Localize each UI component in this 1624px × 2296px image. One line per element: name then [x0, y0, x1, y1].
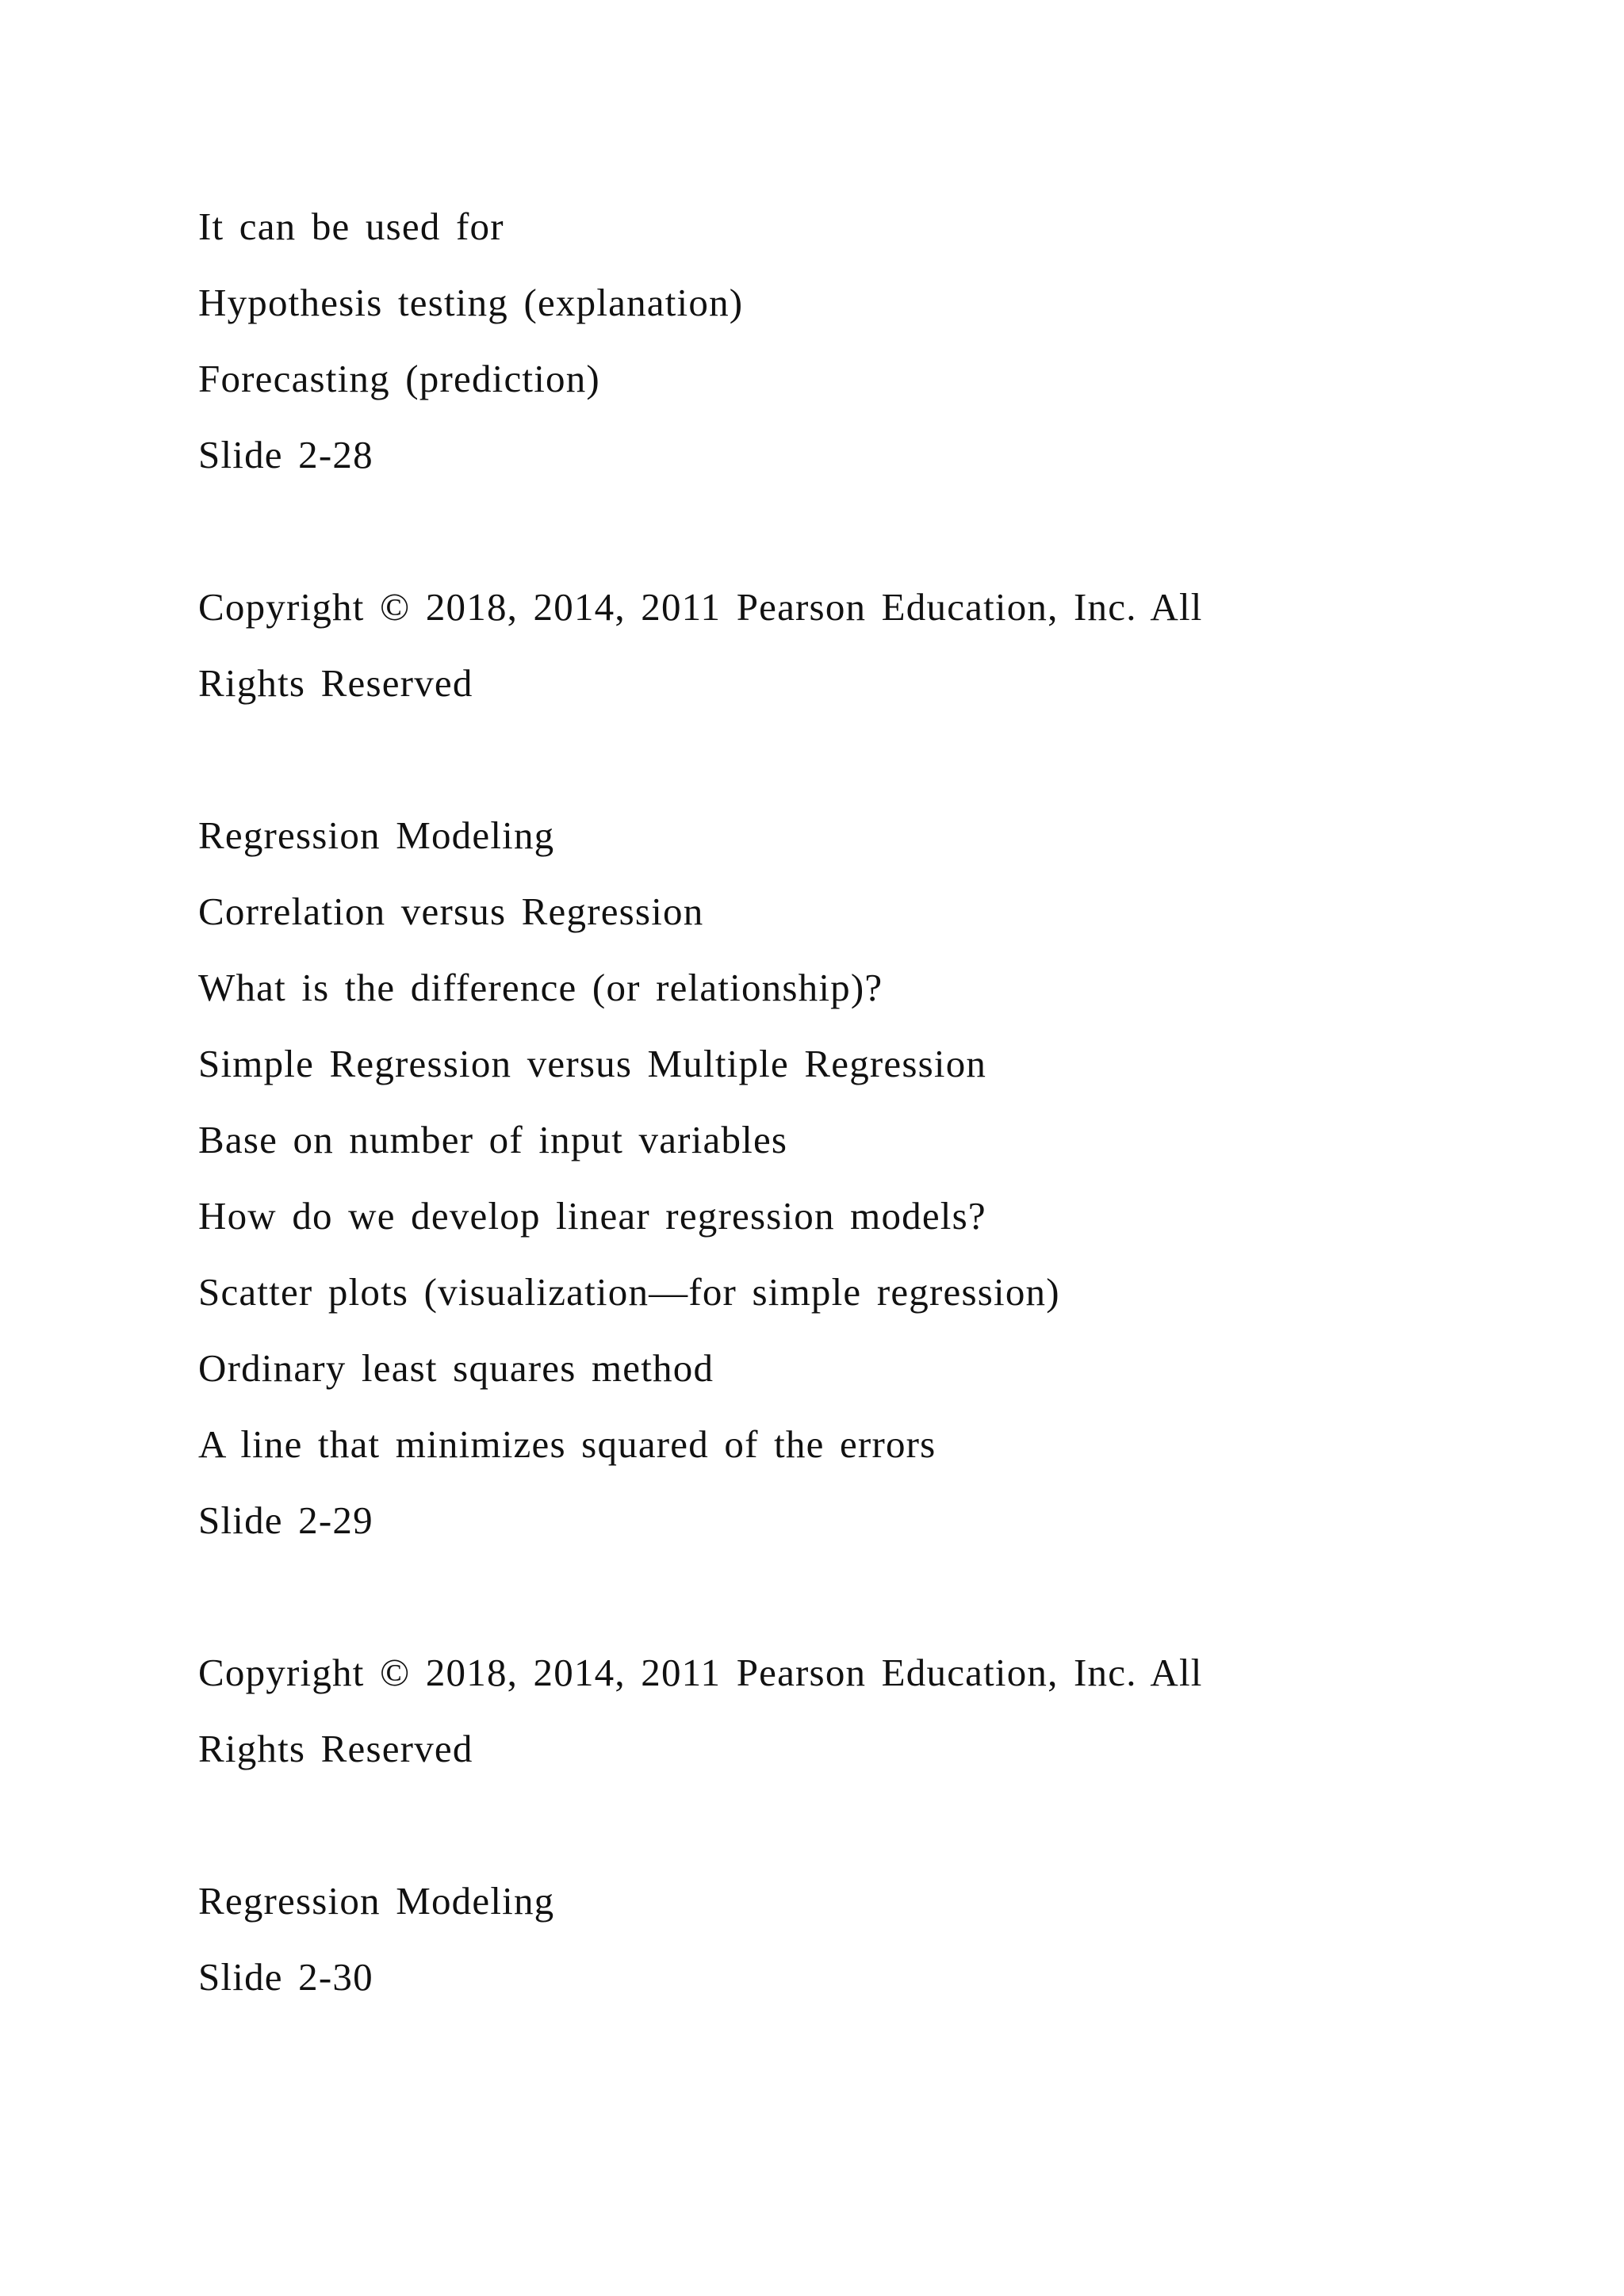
text-line: What is the difference (or relationship)?: [198, 966, 883, 1009]
text-line: Forecasting (prediction): [198, 357, 600, 400]
spacer: [198, 1787, 1546, 1863]
spacer: [198, 493, 1546, 569]
copyright-line: Copyright © 2018, 2014, 2011 Pearson Education, Inc. All: [198, 585, 1203, 629]
text-line: It can be used for: [198, 205, 504, 248]
text-line: A line that minimizes squared of the errors: [198, 1422, 936, 1466]
text-line: Hypothesis testing (explanation): [198, 281, 744, 324]
spacer: [198, 1559, 1546, 1635]
slide-number: Slide 2-28: [198, 433, 373, 476]
copyright-line: Rights Reserved: [198, 1727, 473, 1770]
slide-number: Slide 2-30: [198, 1955, 373, 1999]
spacer: [198, 721, 1546, 798]
document-text: [198, 189, 1546, 2015]
copyright-line: Rights Reserved: [198, 661, 473, 705]
slide-number: Slide 2-29: [198, 1498, 373, 1542]
text-line: How do we develop linear regression models?: [198, 1194, 986, 1238]
text-line: Base on number of input variables: [198, 1118, 788, 1161]
text-line: Ordinary least squares method: [198, 1346, 714, 1390]
copyright-line: Copyright © 2018, 2014, 2011 Pearson Education, Inc. All: [198, 1651, 1203, 1694]
text-line: Scatter plots (visualization—for simple regression): [198, 1270, 1060, 1314]
section-heading: Regression Modeling: [198, 1879, 555, 1923]
section-heading: Regression Modeling: [198, 813, 555, 857]
text-line: Correlation versus Regression: [198, 890, 704, 933]
text-line: Simple Regression versus Multiple Regression: [198, 1042, 987, 1085]
